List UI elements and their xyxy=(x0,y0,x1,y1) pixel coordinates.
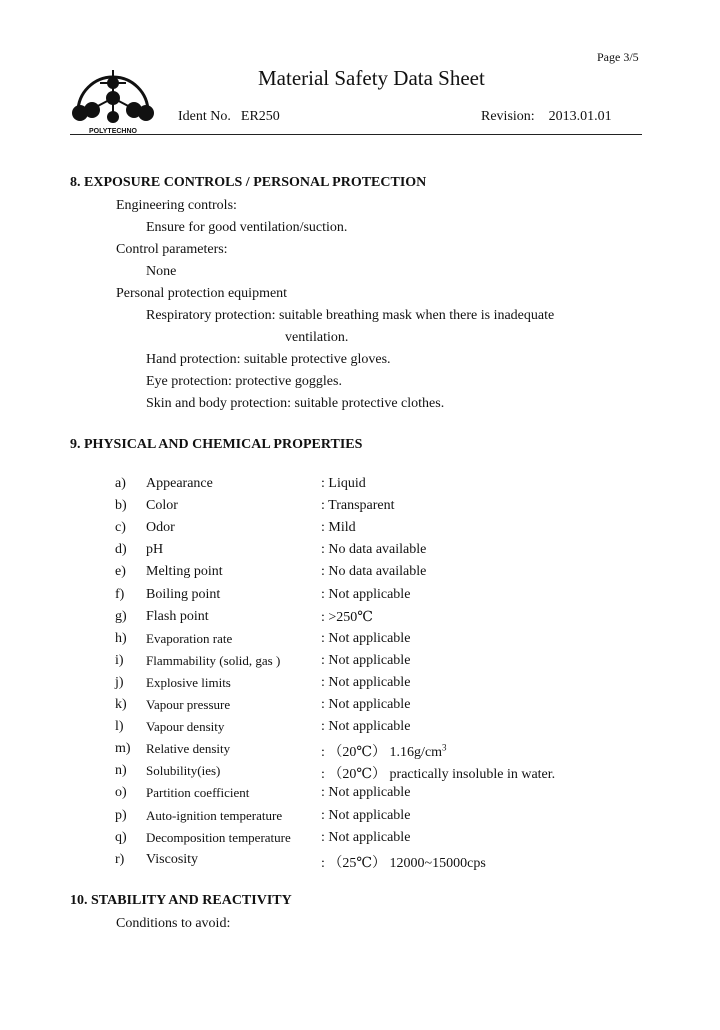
header-divider xyxy=(70,134,642,135)
property-label: Partition coefficient xyxy=(146,785,250,801)
property-letter: k) xyxy=(115,697,127,712)
property-value-text: : Liquid xyxy=(321,476,366,491)
property-label: Relative density xyxy=(146,741,231,757)
property-value xyxy=(321,542,426,558)
property-row xyxy=(0,675,600,697)
control-parameters-label: Control parameters: xyxy=(116,242,228,257)
property-value xyxy=(321,675,410,691)
document-title: Material Safety Data Sheet xyxy=(258,66,485,90)
property-value xyxy=(321,631,410,647)
section-8-heading: 8. EXPOSURE CONTROLS / PERSONAL PROTECTION xyxy=(70,175,427,190)
property-label: Auto-ignition temperature xyxy=(146,807,283,823)
property-label: Evaporation rate xyxy=(146,630,233,646)
skin-protection: Skin and body protection: suitable protective clothes. xyxy=(146,396,445,411)
property-value-text: : No data available xyxy=(321,564,427,580)
revision xyxy=(481,109,612,125)
property-value-text: : Not applicable xyxy=(321,829,411,845)
property-letter: g) xyxy=(115,608,127,624)
property-label: Explosive limits xyxy=(146,674,231,690)
property-letter: a) xyxy=(115,476,126,491)
property-value-text: : Not applicable xyxy=(321,652,411,668)
property-label: Solubility(ies) xyxy=(146,763,221,779)
property-value-text: : No data available xyxy=(321,542,427,558)
property-letter: f) xyxy=(115,586,125,602)
property-row xyxy=(0,631,600,653)
property-letter: q) xyxy=(115,829,127,845)
logo-text: POLYTECHNO xyxy=(89,128,137,135)
property-letter: m) xyxy=(115,741,131,757)
property-row xyxy=(0,564,600,586)
property-value xyxy=(321,785,410,801)
control-parameters-text: None xyxy=(146,264,177,279)
property-label: Vapour pressure xyxy=(146,697,231,712)
property-row xyxy=(0,476,600,498)
property-row xyxy=(0,520,600,542)
property-letter: c) xyxy=(115,520,126,536)
property-letter: h) xyxy=(115,630,127,646)
section-10-heading: 10. STABILITY AND REACTIVITY xyxy=(70,893,292,908)
property-value-text: : Transparent xyxy=(321,498,395,514)
property-label: Flammability (solid, gas ) xyxy=(146,652,281,668)
property-label: Boiling point xyxy=(146,586,221,602)
property-value-text: : Not applicable xyxy=(321,586,411,602)
property-row xyxy=(0,498,600,520)
property-row xyxy=(0,719,600,741)
property-value-text: : >250℃ xyxy=(321,609,373,625)
property-label: pH xyxy=(146,542,164,558)
property-value-text: : Not applicable xyxy=(321,807,411,823)
property-value xyxy=(321,520,356,536)
property-letter: d) xyxy=(115,542,127,558)
engineering-controls-label: Engineering controls: xyxy=(116,198,237,213)
property-letter: n) xyxy=(115,763,127,779)
property-row xyxy=(0,542,600,564)
property-value xyxy=(321,763,555,783)
property-value xyxy=(321,852,486,872)
property-value xyxy=(321,653,410,669)
property-value-text: : （20℃） 1.16g/cm xyxy=(321,745,443,761)
revision-value: 2013.01.01 xyxy=(548,109,612,124)
property-value-text: : （25℃） 12000~15000cps xyxy=(321,855,486,871)
property-letter: l) xyxy=(115,719,124,735)
ident-value: ER250 xyxy=(240,109,280,124)
property-row xyxy=(0,808,600,830)
property-row xyxy=(0,609,600,631)
polytechno-logo xyxy=(70,58,156,138)
property-value xyxy=(321,476,366,492)
property-value xyxy=(321,498,395,514)
property-value-text: : Not applicable xyxy=(321,719,411,735)
property-row xyxy=(0,852,600,874)
conditions-to-avoid-label: Conditions to avoid: xyxy=(116,916,231,931)
ident-number xyxy=(178,109,280,125)
property-letter: b) xyxy=(115,498,127,514)
property-row xyxy=(0,830,600,852)
section-9-heading: 9. PHYSICAL AND CHEMICAL PROPERTIES xyxy=(70,437,363,452)
property-label: Appearance xyxy=(146,476,213,491)
property-value-text: : Not applicable xyxy=(321,674,411,690)
property-letter: j) xyxy=(115,674,124,690)
property-letter: o) xyxy=(115,785,127,801)
property-label: Odor xyxy=(146,520,175,536)
revision-label: Revision: xyxy=(481,109,535,124)
property-row xyxy=(0,785,600,807)
hand-protection: Hand protection: suitable protective gloves. xyxy=(146,352,391,367)
property-value-text: : Mild xyxy=(321,520,356,536)
property-letter: i) xyxy=(115,652,124,668)
property-label: Flash point xyxy=(146,608,209,624)
property-label: Vapour density xyxy=(146,719,225,735)
property-value xyxy=(321,609,373,626)
respiratory-protection: Respiratory protection: suitable breathing mask when there is inadequate xyxy=(146,308,555,323)
property-value xyxy=(321,564,426,580)
property-label: Decomposition temperature xyxy=(146,829,291,845)
property-row xyxy=(0,653,600,675)
engineering-controls-text: Ensure for good ventilation/suction. xyxy=(146,220,348,235)
property-label: Melting point xyxy=(146,564,223,580)
property-letter: r) xyxy=(115,851,125,867)
property-value-text: : （20℃） practically insoluble in water. xyxy=(321,767,556,783)
property-value xyxy=(321,587,410,603)
property-value xyxy=(321,808,410,824)
property-value-text: : Not applicable xyxy=(321,697,411,712)
property-value xyxy=(321,697,410,713)
property-value-superscript: 3 xyxy=(442,742,447,753)
property-label: Viscosity xyxy=(146,851,199,867)
property-value-text: : Not applicable xyxy=(321,785,411,801)
property-value xyxy=(321,830,410,846)
eye-protection: Eye protection: protective goggles. xyxy=(146,374,342,389)
property-row xyxy=(0,697,600,719)
property-letter: p) xyxy=(115,807,127,823)
property-value xyxy=(321,741,447,761)
ident-label: Ident No. xyxy=(178,109,231,124)
property-value-text: : Not applicable xyxy=(321,630,411,646)
property-row xyxy=(0,741,600,763)
respiratory-protection-cont: ventilation. xyxy=(285,330,349,345)
property-letter: e) xyxy=(115,564,126,580)
property-row xyxy=(0,763,600,785)
property-value xyxy=(321,719,410,735)
property-row xyxy=(0,587,600,609)
property-label: Color xyxy=(146,498,178,514)
ppe-label: Personal protection equipment xyxy=(116,286,288,301)
page-number: Page 3/5 xyxy=(597,50,639,64)
